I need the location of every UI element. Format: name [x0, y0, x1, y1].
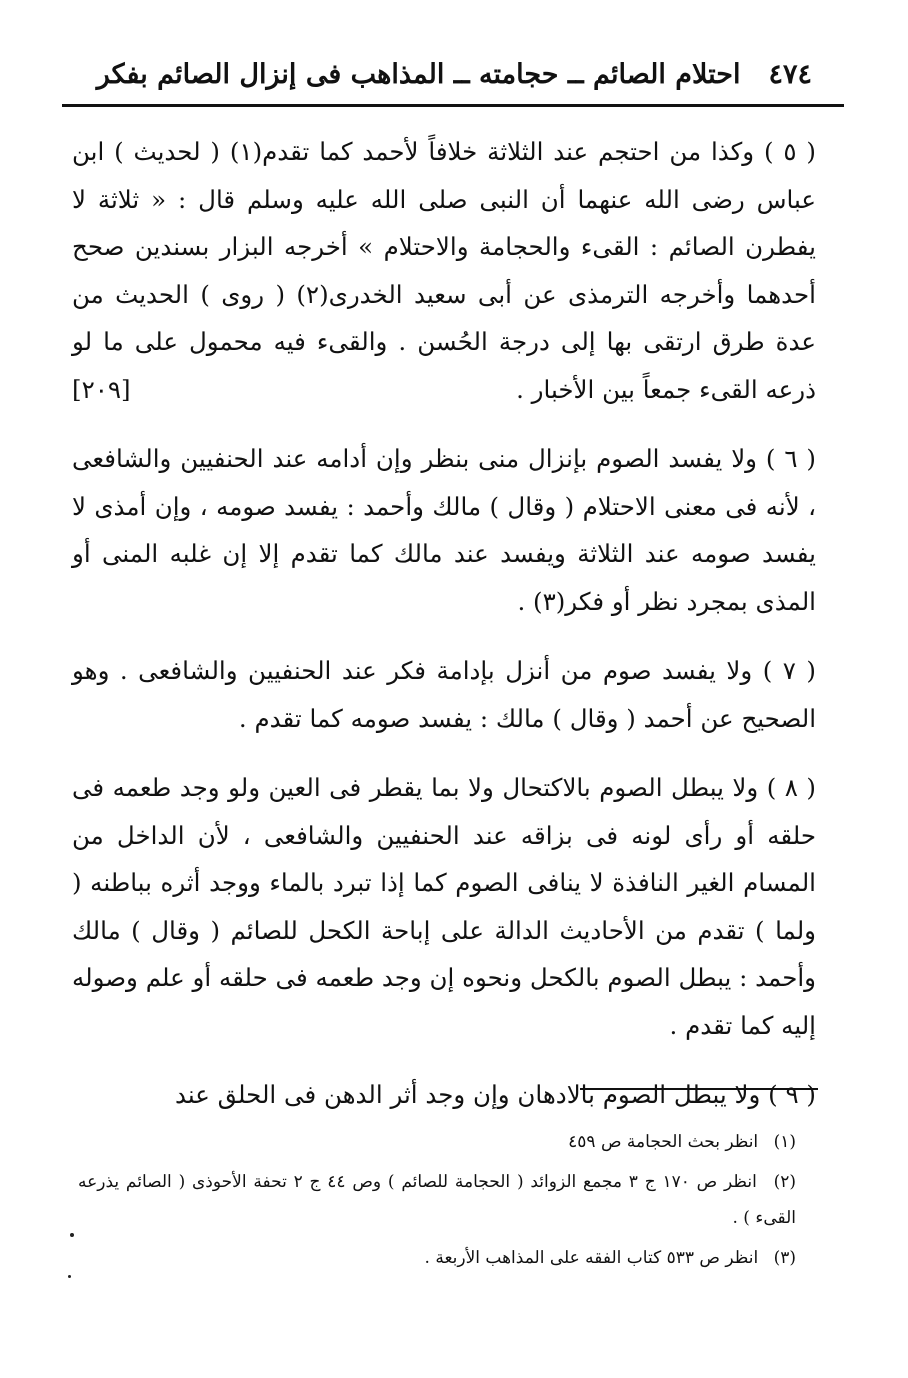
footnote-text: انظر بحث الحجامة ص ٤٥٩ [568, 1132, 759, 1152]
paragraph-5 [72, 128, 816, 413]
page-number: ٤٧٤ [768, 58, 812, 90]
scan-speck [70, 1233, 74, 1237]
page-header [80, 52, 812, 96]
header-rule [62, 104, 844, 107]
running-title: احتلام الصائم ــ حجامته ــ المذاهب فى إنزال الصائم بفكر [96, 58, 741, 90]
footnote-text: انظر ص ٥٣٣ كتاب الفقه على المذاهب الأربعة . [424, 1248, 759, 1268]
footnote-3 [78, 1240, 796, 1276]
reference-tag: [٢٠٩] [72, 374, 131, 404]
footnote-number: (١) [773, 1132, 796, 1152]
footnote-2 [78, 1164, 796, 1236]
footnote-text: انظر ص ١٧٠ ج ٣ مجمع الزوائد ( الحجامة للصائم ) وص ٤٤ ج ٢ تحفة الأحوذى ( الصائم يذرعه القىء ) . [78, 1172, 796, 1228]
footnote-number: (٢) [773, 1172, 797, 1192]
paragraph-8: ( ٨ ) ولا يبطل الصوم بالاكتحال ولا بما يقطر فى العين ولو وجد طعمه فى حلقه أو رأى لونه فى بزاقه عند الحنفيين والشافعى ، لأن الداخل من المسام الغير النافذة لا ينافى الصوم كما إذا تبرد بالماء ووجد أثره بباطنه ( ولما ) تقدم من الأحاديث الدالة على إباحة الكحل للصائم ( وقال ) مالك وأحمد : يبطل الصوم بالكحل ونحوه إن وجد طعمه فى حلقه أو علم وصوله إليه كما تقدم . [72, 773, 816, 1040]
footnotes [78, 1124, 796, 1280]
footnote-number: (٣) [773, 1248, 796, 1268]
paragraph-7: ( ٧ ) ولا يفسد صوم من أنزل بإدامة فكر عند الحنفيين والشافعى . وهو الصحيح عن أحمد ( وقال ) مالك : يفسد صومه كما تقدم . [72, 656, 816, 733]
footnote-rule [580, 1088, 818, 1090]
paragraph-5-text: ( ٥ ) وكذا من احتجم عند الثلاثة خلافاً لأحمد كما تقدم(١) ( لحديث ) ابن عباس رضى الله عنهما أن النبى صلى الله عليه وسلم قال : « ثلاثة لا يفطرن الصائم : القىء والحجامة والاحتلام » أخرجه البزار بسندين صحح أحدهما وأخرجه الترمذى عن أبى سعيد الخدرى(٢) ( روى ) الحديث من عدة طرق ارتقى بها إلى درجة الحُسن . والقىء فيه محمول على ما لو ذرعه القىء جمعاً بين الأخبار . [72, 137, 816, 404]
paragraph-6: ( ٦ ) ولا يفسد الصوم بإنزال منى بنظر وإن أدامه عند الحنفيين والشافعى ، لأنه فى معنى الاحتلام ( وقال ) مالك وأحمد : يفسد صومه ، وإن أمذى لا يفسد صومه عند الثلاثة ويفسد عند مالك كما تقدم إلا إن غلبه المنى أو المذى بمجرد نظر أو فكر(٣) . [72, 444, 816, 616]
scan-speck [68, 1275, 71, 1278]
footnote-1 [78, 1124, 796, 1160]
paragraph-9: ( ٩ ) ولا يبطل الصوم بالادهان وإن وجد أثر الدهن فى الحلق عند [174, 1080, 816, 1109]
main-text [72, 128, 816, 1141]
